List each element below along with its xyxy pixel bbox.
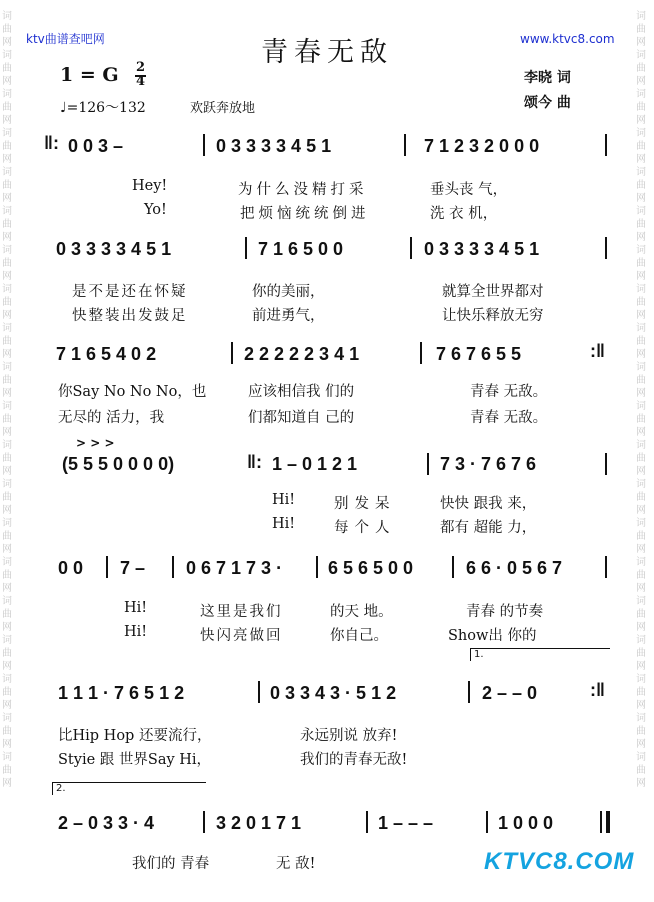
repeat-start-sign: ‖:	[247, 452, 262, 472]
lyric-text: 让快乐释放无穷	[442, 308, 544, 324]
lyric-text: 青春 的节奏	[466, 604, 544, 620]
accent-marks: > > >	[76, 436, 115, 450]
lyric-text: 永远别说 放弃!	[300, 728, 398, 744]
lyric-text: 快快 跟我 来，	[440, 496, 537, 512]
lyric-text: 就算全世界都对	[442, 284, 544, 300]
measure-notes: 3 2 0 1 7 1	[216, 813, 302, 833]
site-logo: KTVC8.COM	[484, 848, 635, 875]
repeat-end-sign: :‖	[590, 680, 605, 700]
lyric-text: 我们的 青春	[132, 856, 210, 872]
bar-line	[203, 811, 205, 833]
composer-credit: 颂今 曲	[524, 95, 571, 111]
bar-line	[452, 556, 454, 578]
lyric-text: Yo!	[144, 202, 167, 218]
lyric-text: 青春 无敌。	[470, 410, 548, 426]
key-signature: 1 = G	[60, 64, 119, 86]
second-ending-bracket: 2.	[52, 782, 206, 795]
bar-line	[106, 556, 108, 578]
lyric-text: 无尽的 活力，我	[58, 410, 165, 426]
bar-line	[316, 556, 318, 578]
time-sig-top: 2	[136, 60, 146, 75]
repeat-start-sign: ‖:	[44, 133, 59, 153]
lyric-text: 别发呆	[334, 496, 396, 512]
lyric-text: Styie 跟 世界Say Hi，	[58, 752, 212, 768]
lyric-text: 每个人	[334, 520, 396, 536]
repeat-end-sign: :‖	[590, 341, 605, 361]
bar-line	[605, 556, 607, 578]
bar-line	[605, 237, 607, 259]
site-url[interactable]: www.ktvc8.com	[520, 32, 615, 46]
measure-notes: 2 2 2 2 2 3 4 1	[244, 344, 360, 364]
lyric-text: 都有 超能 力，	[440, 520, 537, 536]
measure-notes: 1 1 1 · 7 6 5 1 2	[58, 683, 185, 703]
bar-line	[203, 134, 205, 156]
lyric-text: 应该相信我 们的	[248, 384, 355, 400]
bar-line	[404, 134, 406, 156]
bar-line	[172, 556, 174, 578]
time-sig-bottom: 4	[136, 74, 146, 89]
lyric-text: Hi!	[124, 624, 148, 640]
lyric-text: Hi!	[124, 600, 148, 616]
lyric-text: 你自己。	[330, 628, 388, 644]
measure-notes: 2 – 0 3 3 · 4	[58, 813, 155, 833]
bar-line	[366, 811, 368, 833]
lyric-text: 青春 无敌。	[470, 384, 548, 400]
measure-notes: 0 3 3 3 3 4 5 1	[424, 239, 540, 259]
lyric-text: 比Hip Hop 还要流行，	[58, 728, 212, 744]
measure-notes: 0 0	[58, 558, 84, 578]
measure-notes: 1 0 0 0	[498, 813, 554, 833]
lyric-text: 你Say No No No，也	[58, 384, 207, 400]
lyric-text: 洗 衣 机，	[430, 206, 498, 222]
lyric-text: 快整装出发鼓足	[72, 308, 188, 324]
lyric-text: 我们的青春无敌!	[300, 752, 408, 768]
lyric-text: Hey!	[132, 178, 168, 194]
measure-notes: 0 6 7 1 7 3 ·	[186, 558, 283, 578]
lyric-text: 把烦恼统统倒进	[240, 206, 370, 222]
measure-notes: 7 –	[120, 558, 146, 578]
lyric-text: 你的美丽，	[252, 284, 325, 300]
lyric-text: 无 敌!	[276, 856, 316, 872]
expression-marking: 欢跃奔放地	[190, 101, 256, 116]
bar-line	[231, 342, 233, 364]
bar-line	[258, 681, 260, 703]
song-title: 青春无敌	[261, 37, 393, 68]
lyric-text: 为什么没精打采	[238, 182, 368, 198]
tempo-marking: ♩=126～132	[60, 100, 146, 116]
lyric-text: Hi!	[272, 516, 296, 532]
measure-notes: 6 5 6 5 0 0	[328, 558, 414, 578]
measure-notes: 2 – – 0	[482, 683, 538, 703]
bar-line	[486, 811, 488, 833]
lyric-text: 垂头丧 气，	[430, 182, 508, 198]
bar-line	[245, 237, 247, 259]
measure-notes: 7 1 6 5 0 0	[258, 239, 344, 259]
bar-line	[605, 134, 607, 156]
watermark-left: 词曲网 词曲网 词曲网 词曲网 词曲网 词曲网 词曲网 词曲网 词曲网 词曲网 词曲网 词曲网 词曲网 词曲网 词曲网 词曲网 词曲网 词曲网 词曲网 词曲网	[2, 11, 12, 789]
lyric-text: Show出 你的	[448, 628, 537, 644]
bar-line	[605, 453, 607, 475]
lyric-text: 快闪亮做回	[200, 628, 283, 644]
lyric-text: 前进勇气，	[252, 308, 325, 324]
lyric-text: 是不是还在怀疑	[72, 284, 188, 300]
measure-notes: 0 3 3 4 3 · 5 1 2	[270, 683, 397, 703]
measure-notes: 1 – 0 1 2 1	[272, 454, 358, 474]
measure-notes: 7 3 · 7 6 7 6	[440, 454, 537, 474]
lyric-text: 们都知道自 己的	[248, 410, 355, 426]
measure-notes: 1 – – –	[378, 813, 434, 833]
bar-line	[468, 681, 470, 703]
first-ending-bracket: 1.	[470, 648, 610, 661]
lyric-text: 这里是我们	[200, 604, 283, 620]
lyricist-credit: 李晓 词	[524, 70, 571, 86]
measure-notes: 6 6 · 0 5 6 7	[466, 558, 563, 578]
final-bar-line	[606, 811, 610, 833]
measure-notes: 0 3 3 3 3 4 5 1	[216, 136, 332, 156]
measure-notes: 7 1 6 5 4 0 2	[56, 344, 157, 364]
watermark-right: 词曲网 词曲网 词曲网 词曲网 词曲网 词曲网 词曲网 词曲网 词曲网 词曲网 词曲网 词曲网 词曲网 词曲网 词曲网 词曲网 词曲网 词曲网 词曲网 词曲网	[636, 11, 646, 789]
lyric-text: 的天 地。	[330, 604, 393, 620]
measure-notes: 0 0 3 –	[68, 136, 124, 156]
bar-line	[427, 453, 429, 475]
bar-line	[600, 811, 602, 833]
site-name: ktv曲谱查吧网	[26, 32, 105, 46]
bar-line	[410, 237, 412, 259]
measure-notes: 7 6 7 6 5 5	[436, 344, 522, 364]
bar-line	[420, 342, 422, 364]
measure-notes: 0 3 3 3 3 4 5 1	[56, 239, 172, 259]
lyric-text: Hi!	[272, 492, 296, 508]
measure-notes: 7 1 2 3 2 0 0 0	[424, 136, 540, 156]
measure-notes: (5 5 5 0 0 0 0)	[62, 454, 175, 474]
